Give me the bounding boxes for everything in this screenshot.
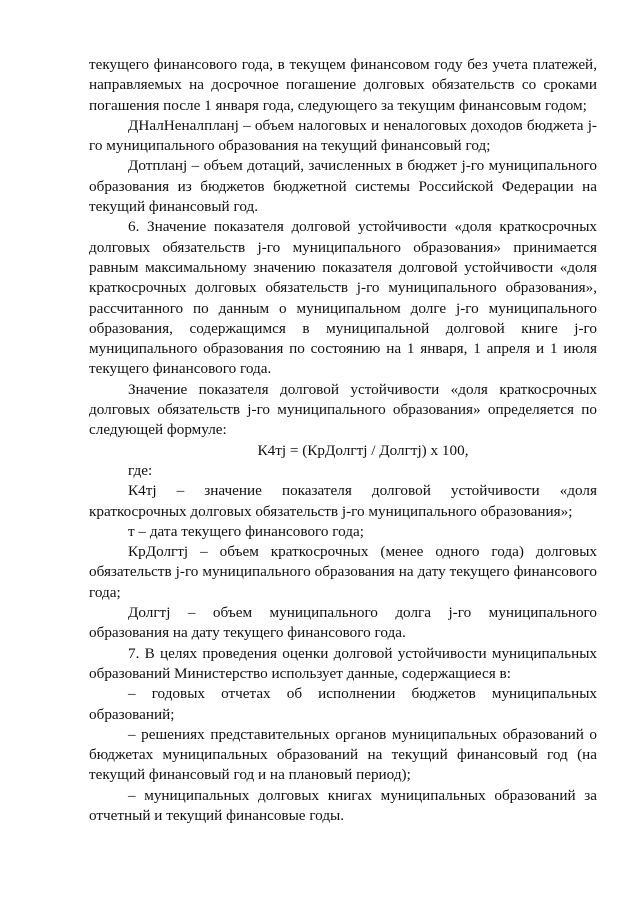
definition-total-debt: Долгтj – объем муниципального долга j-го муниципального образования на дату текущего финансового года.: [89, 604, 597, 642]
list-item-budget-decisions: – решениях представительных органов муниципальных образований о бюджетах муниципальных образований на текущий финансовый год (на текущий финансовый год и на плановый период);: [89, 725, 597, 784]
paragraph-continuation: текущего финансового года, в текущем финансовом году без учета платежей, направляемых на досрочное погашение долговых обязательств со сроками погашения после 1 января года, следующего за текущим финансовым годом;: [89, 56, 597, 114]
definition-k4: К4тj – значение показателя долговой устойчивости «доля краткосрочных долговых обязательств j-го муниципального образования»;: [89, 482, 597, 520]
document-page: [89, 55, 597, 826]
list-item-annual-reports: – годовых отчетах об исполнении бюджетов муниципальных образований;: [89, 685, 597, 723]
definition-subsidies: Дотпланj – объем дотаций, зачисленных в бюджет j-го муниципального образования из бюджетов бюджетной системы Российской Федерации на текущий финансовый год.: [89, 157, 597, 216]
paragraph-item-6: 6. Значение показателя долговой устойчивости «доля краткосрочных долговых обязательств j-го муниципального образования» принимается равным максимальному значению показателя долговой устойчивости «доля краткосрочных долговых обязательств j-го муниципального образования», рассчитанного по данным о муниципальном долге j-го муниципального образования, содержащимся в муниципальной долговой книге j-го муниципального образования по состоянию на 1 января, 1 апреля и 1 июля текущего финансового года.: [89, 218, 597, 378]
definition-tax-revenue: ДНалНеналпланj – объем налоговых и неналоговых доходов бюджета j-го муниципального образования на текущий финансовый год;: [89, 116, 597, 155]
formula: К4тj = (КрДолгтj / Долгтj) х 100,: [257, 441, 469, 459]
list-item-debt-books: – муниципальных долговых книгах муниципальных образований за отчетный и текущий финансовые годы.: [89, 786, 597, 824]
where-label: где:: [128, 461, 153, 479]
paragraph-item-7: 7. В целях проведения оценки долговой устойчивости муниципальных образований Министерство использует данные, содержащиеся в:: [89, 644, 597, 682]
definition-date: т – дата текущего финансового года;: [128, 522, 364, 540]
definition-short-term-debt: КрДолгтj – объем краткосрочных (менее одного года) долговых обязательств j-го муниципального образования на дату текущего финансового года;: [89, 543, 597, 601]
paragraph-formula-intro: Значение показателя долговой устойчивости «доля краткосрочных долговых обязательств j-го муниципального образования» определяется по следующей формуле:: [89, 380, 597, 439]
